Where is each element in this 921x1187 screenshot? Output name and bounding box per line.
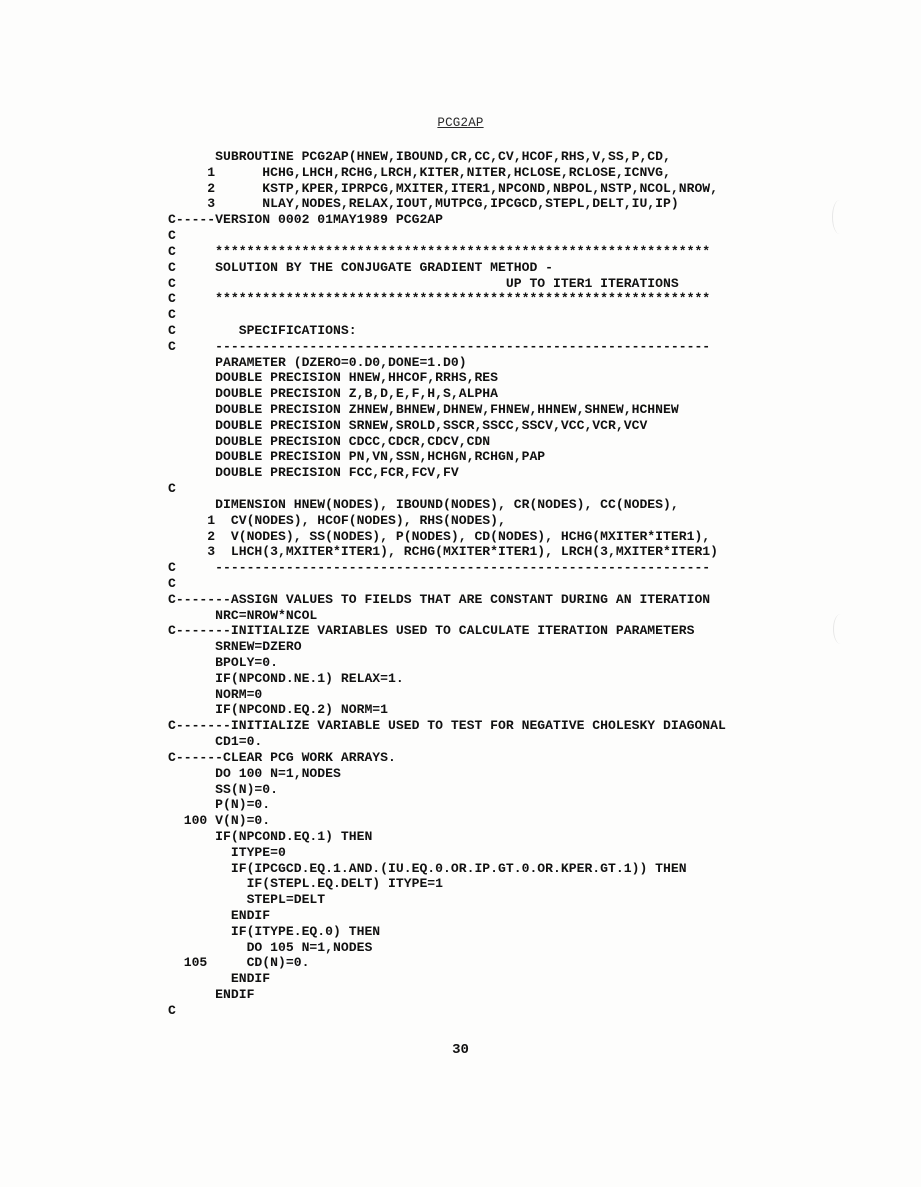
page-header-title: PCG2AP — [437, 116, 484, 130]
fortran-code-listing — [168, 149, 726, 1019]
code-line: 105 CD(N)=0. — [168, 955, 310, 971]
code-line: C SPECIFICATIONS: — [168, 322, 357, 338]
code-line: C — [168, 228, 176, 244]
code-line: SUBROUTINE PCG2AP(HNEW,IBOUND,CR,CC,CV,HCOF,RHS,V,SS,P,CD, — [168, 149, 671, 164]
code-line: IF(STEPL.EQ.DELT) ITYPE=1 — [168, 876, 444, 892]
code-line: DO 100 N=1,NODES — [168, 765, 341, 781]
code-line: SRNEW=DZERO — [168, 639, 302, 655]
code-line: DOUBLE PRECISION FCC,FCR,FCV,FV — [168, 465, 459, 481]
code-line: 2 V(NODES), SS(NODES), P(NODES), CD(NODES), HCHG(MXITER*ITER1), — [168, 528, 711, 544]
code-line: C SOLUTION BY THE CONJUGATE GRADIENT METHOD - — [168, 259, 554, 275]
code-line: IF(NPCOND.EQ.2) NORM=1 — [168, 702, 389, 718]
code-line: ENDIF — [168, 987, 255, 1003]
code-line: DOUBLE PRECISION ZHNEW,BHNEW,DHNEW,FHNEW,HHNEW,SHNEW,HCHNEW — [168, 402, 679, 417]
code-line: 1 HCHG,LHCH,RCHG,LRCH,KITER,NITER,HCLOSE,RCLOSE,ICNVG, — [168, 164, 671, 180]
code-line: C — [168, 307, 176, 323]
code-line: PARAMETER (DZERO=0.D0,DONE=1.D0) — [168, 354, 467, 370]
code-line: C --------------------------------------------------------------- — [168, 338, 711, 354]
code-line: CD1=0. — [168, 734, 263, 750]
code-line: DIMENSION HNEW(NODES), IBOUND(NODES), CR(NODES), CC(NODES), — [168, 496, 679, 512]
code-line: 3 LHCH(3,MXITER*ITER1), RCHG(MXITER*ITER1), LRCH(3,MXITER*ITER1) — [168, 544, 719, 560]
code-line: DOUBLE PRECISION PN,VN,SSN,HCHGN,RCHGN,PAP — [168, 449, 546, 465]
scan-smudge-mark — [832, 200, 847, 234]
page-number: 30 — [452, 1042, 469, 1058]
code-line: 1 CV(NODES), HCOF(NODES), RHS(NODES), — [168, 512, 506, 528]
code-line: IF(ITYPE.EQ.0) THEN — [168, 923, 381, 939]
code-line: DOUBLE PRECISION Z,B,D,E,F,H,S,ALPHA — [168, 386, 499, 402]
code-line: C-------ASSIGN VALUES TO FIELDS THAT ARE CONSTANT DURING AN ITERATION — [168, 591, 711, 607]
code-line: C *************************************************************** — [168, 291, 711, 307]
code-line: C *************************************************************** — [168, 243, 711, 259]
code-line: P(N)=0. — [168, 797, 271, 813]
code-line: 2 KSTP,KPER,IPRPCG,MXITER,ITER1,NPCOND,NBPOL,NSTP,NCOL,NROW, — [168, 180, 719, 196]
code-line: C-------INITIALIZE VARIABLE USED TO TEST FOR NEGATIVE CHOLESKY DIAGONAL — [168, 718, 726, 734]
code-line: IF(NPCOND.NE.1) RELAX=1. — [168, 670, 404, 686]
code-line: C — [168, 1002, 176, 1018]
code-line: ENDIF — [168, 908, 271, 923]
code-line: NRC=NROW*NCOL — [168, 607, 318, 623]
code-line: C UP TO ITER1 ITERATIONS — [168, 275, 679, 291]
code-line: 100 V(N)=0. — [168, 813, 271, 829]
code-line: C — [168, 481, 176, 497]
code-line: ITYPE=0 — [168, 844, 286, 860]
code-line: ENDIF — [168, 971, 271, 987]
code-line: DOUBLE PRECISION SRNEW,SROLD,SSCR,SSCC,SSCV,VCC,VCR,VCV — [168, 417, 648, 433]
code-line: C --------------------------------------------------------------- — [168, 560, 711, 576]
code-line: BPOLY=0. — [168, 655, 279, 670]
code-line: C------CLEAR PCG WORK ARRAYS. — [168, 749, 396, 765]
code-line: SS(N)=0. — [168, 781, 279, 797]
code-line: C — [168, 575, 176, 591]
code-line: DOUBLE PRECISION HNEW,HHCOF,RRHS,RES — [168, 370, 499, 386]
scan-smudge-mark — [833, 614, 848, 644]
code-line: STEPL=DELT — [168, 892, 326, 908]
code-line: DOUBLE PRECISION CDCC,CDCR,CDCV,CDN — [168, 433, 491, 449]
code-line: C-----VERSION 0002 01MAY1989 PCG2AP — [168, 212, 444, 228]
code-line: DO 105 N=1,NODES — [168, 939, 373, 955]
code-line: C-------INITIALIZE VARIABLES USED TO CALCULATE ITERATION PARAMETERS — [168, 623, 695, 639]
code-line: NORM=0 — [168, 686, 263, 702]
code-line: IF(NPCOND.EQ.1) THEN — [168, 828, 373, 844]
code-line: 3 NLAY,NODES,RELAX,IOUT,MUTPCG,IPCGCD,STEPL,DELT,IU,IP) — [168, 196, 679, 212]
code-line: IF(IPCGCD.EQ.1.AND.(IU.EQ.0.OR.IP.GT.0.OR.KPER.GT.1)) THEN — [168, 860, 687, 876]
